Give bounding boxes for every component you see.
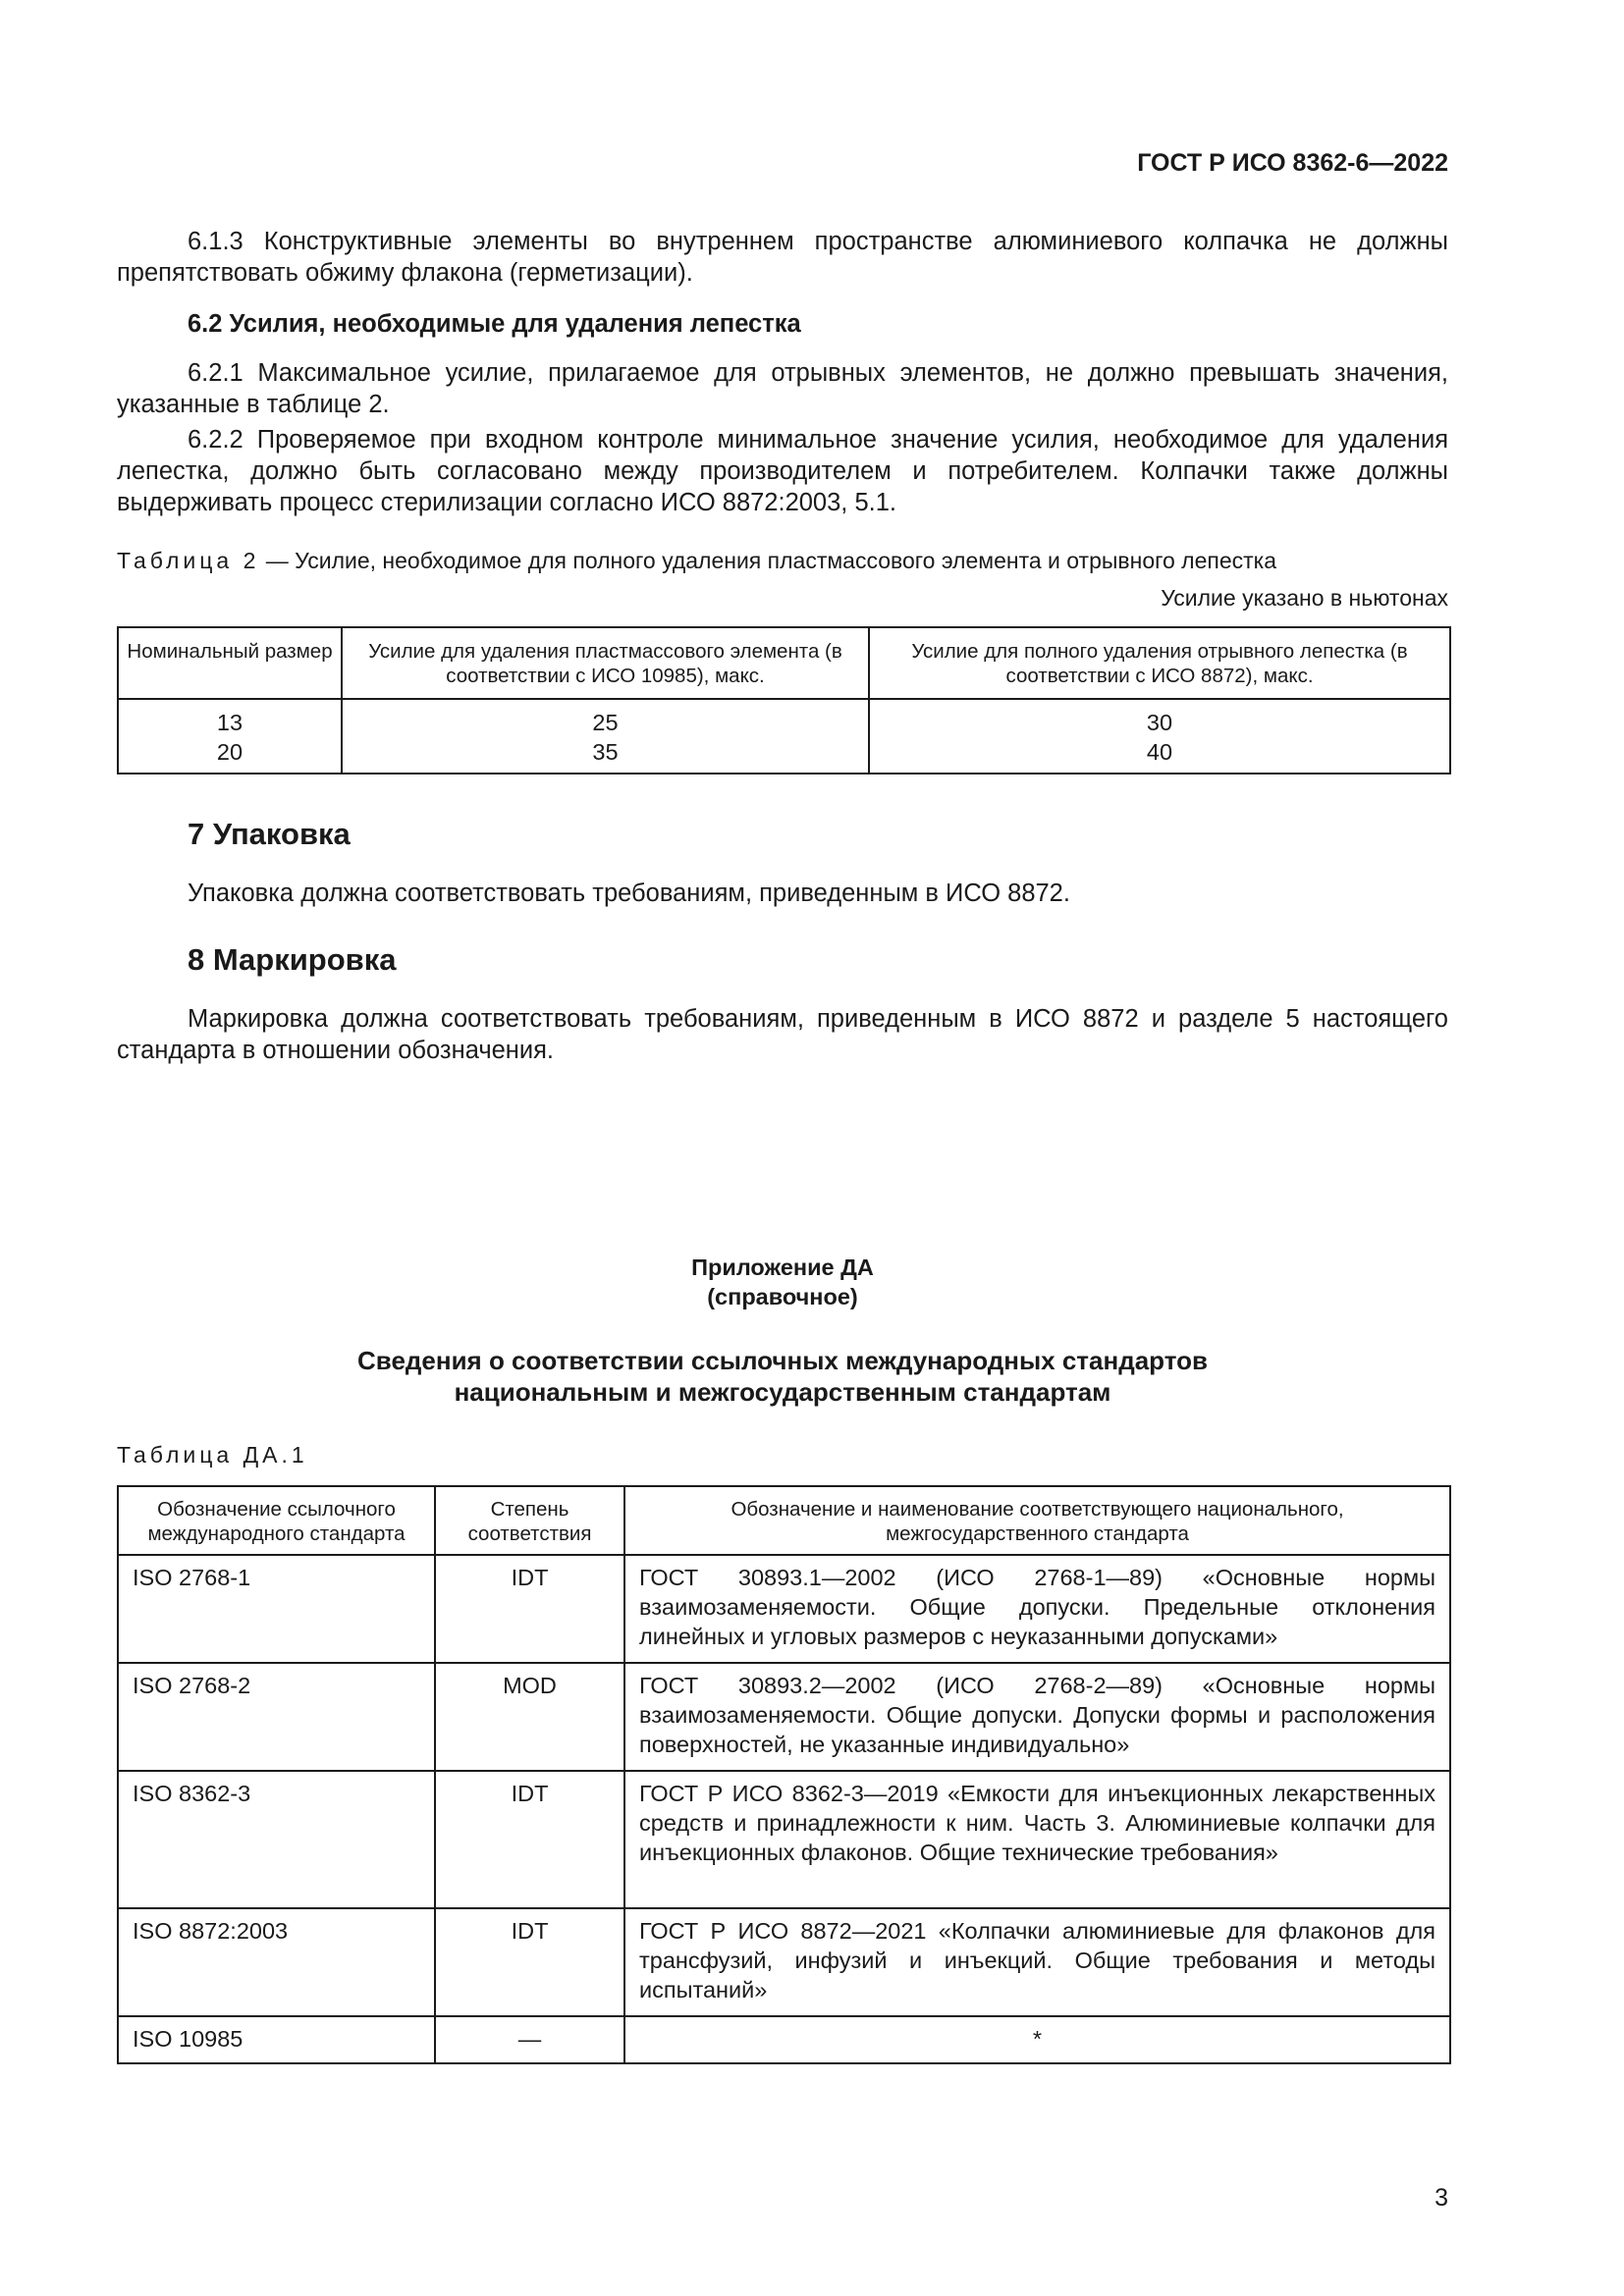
section-7-text: Упаковка должна соответствовать требованиям, приведенным в ИСО 8872.: [188, 880, 1070, 907]
table-cell: ISO 10985: [118, 2016, 435, 2063]
table-2-header-size: Номинальный размер: [118, 627, 342, 699]
table-row: [118, 1771, 1450, 1908]
table-2-label: Таблица 2: [117, 548, 260, 573]
table-cell: IDT: [435, 1908, 624, 2016]
table-2-tearoff-cell: [869, 699, 1450, 774]
table-cell: ГОСТ Р ИСО 8872—2021 «Колпачки алюминиевые для флаконов для трансфузий, инфузий и инъекций. Общие требования и методы испытаний»: [624, 1908, 1450, 2016]
table-cell: 20: [216, 739, 244, 765]
table-cell: *: [624, 2016, 1450, 2063]
table-da1-header-row: [118, 1486, 1450, 1555]
table-2-caption-text: — Усилие, необходимое для полного удаления пластмассового элемента и отрывного лепестка: [259, 548, 1277, 573]
table-da1-header-degree: Степень соответствия: [435, 1486, 624, 1555]
table-cell: ISO 2768-1: [118, 1555, 435, 1663]
table-2-plastic-cell: [342, 699, 869, 774]
table-cell: ГОСТ 30893.1—2002 (ИСО 2768-1—89) «Основные нормы взаимозаменяемости. Общие допуски. Предельные отклонения линейных и угловых размеров с неуказанными допусками»: [624, 1555, 1450, 1663]
section-8-text: Маркировка должна соответствовать требованиям, приведенным в ИСО 8872 и разделе 5 настоящего стандарта в отношении обозначения.: [117, 1005, 1448, 1064]
table-2-header-plastic-force: Усилие для удаления пластмассового элемента (в соответствии с ИСО 10985), макс.: [342, 627, 869, 699]
appendix-kind: (справочное): [707, 1284, 858, 1309]
table-cell: ISO 8872:2003: [118, 1908, 435, 2016]
table-cell: ГОСТ 30893.2—2002 (ИСО 2768-2—89) «Основные нормы взаимозаменяемости. Общие допуски. Допуски формы и расположения поверхностей, не указанные индивидуально»: [624, 1663, 1450, 1771]
table-2-header-tearoff-force: Усилие для полного удаления отрывного лепестка (в соответствии с ИСО 8872), макс.: [869, 627, 1450, 699]
table-cell: 35: [592, 739, 619, 765]
appendix-title: Приложение ДА: [691, 1255, 874, 1280]
table-da1-label: Таблица ДА.1: [117, 1442, 308, 1468]
table-cell: 25: [592, 710, 619, 735]
table-cell: ГОСТ Р ИСО 8362-3—2019 «Емкости для инъекционных лекарственных средств и принадлежности к ним. Часть 3. Алюминиевые колпачки для инъекционных флаконов. Общие технические требования»: [624, 1771, 1450, 1908]
appendix-subtitle-line-2: национальным и межгосударственным стандартам: [454, 1377, 1111, 1407]
table-cell: MOD: [435, 1663, 624, 1771]
table-row: [118, 699, 1450, 774]
table-row: [118, 1663, 1450, 1771]
table-2-header-row: [118, 627, 1450, 699]
table-cell: 40: [1146, 739, 1173, 765]
heading-6-2: 6.2 Усилия, необходимые для удаления лепестка: [188, 310, 801, 338]
table-cell: ISO 8362-3: [118, 1771, 435, 1908]
table-cell: ISO 2768-2: [118, 1663, 435, 1771]
table-da1-header-intl-standard: Обозначение ссылочного международного стандарта: [118, 1486, 435, 1555]
table-cell: 30: [1146, 710, 1173, 735]
table-row: [118, 2016, 1450, 2063]
table-cell: IDT: [435, 1555, 624, 1663]
document-designation: ГОСТ Р ИСО 8362-6—2022: [1137, 149, 1448, 177]
appendix-subtitle-line-1: Сведения о соответствии ссылочных международных стандартов: [357, 1346, 1208, 1375]
paragraph-6-1-3: 6.1.3 Конструктивные элементы во внутреннем пространстве алюминиевого колпачка не должны препятствовать обжиму флакона (герметизации).: [117, 228, 1448, 287]
section-8-title: 8 Маркировка: [188, 942, 397, 977]
table-2-caption: [117, 546, 1448, 575]
table-2-units: Усилие указано в ньютонах: [1161, 585, 1448, 611]
table-cell: IDT: [435, 1771, 624, 1908]
paragraph-6-2-1: 6.2.1 Максимальное усилие, прилагаемое для отрывных элементов, не должно превышать значения, указанные в таблице 2.: [117, 359, 1448, 418]
section-7-title: 7 Упаковка: [188, 817, 351, 851]
table-da1-header-national-standard: Обозначение и наименование соответствующего национального, межгосударственного стандарта: [624, 1486, 1450, 1555]
table-row: [118, 1908, 1450, 2016]
table-row: [118, 1555, 1450, 1663]
table-2-sizes-cell: [118, 699, 342, 774]
table-cell: 13: [216, 710, 244, 735]
paragraph-6-2-2: 6.2.2 Проверяемое при входном контроле минимальное значение усилия, необходимое для удаления лепестка, должно быть согласовано между производителем и потребителем. Колпачки также должны выдерживать процесс стерилизации согласно ИСО 8872:2003, 5.1.: [117, 426, 1448, 516]
table-2: [117, 626, 1451, 774]
table-da1: [117, 1485, 1451, 2064]
page-number: 3: [1435, 2184, 1448, 2212]
table-cell: —: [435, 2016, 624, 2063]
